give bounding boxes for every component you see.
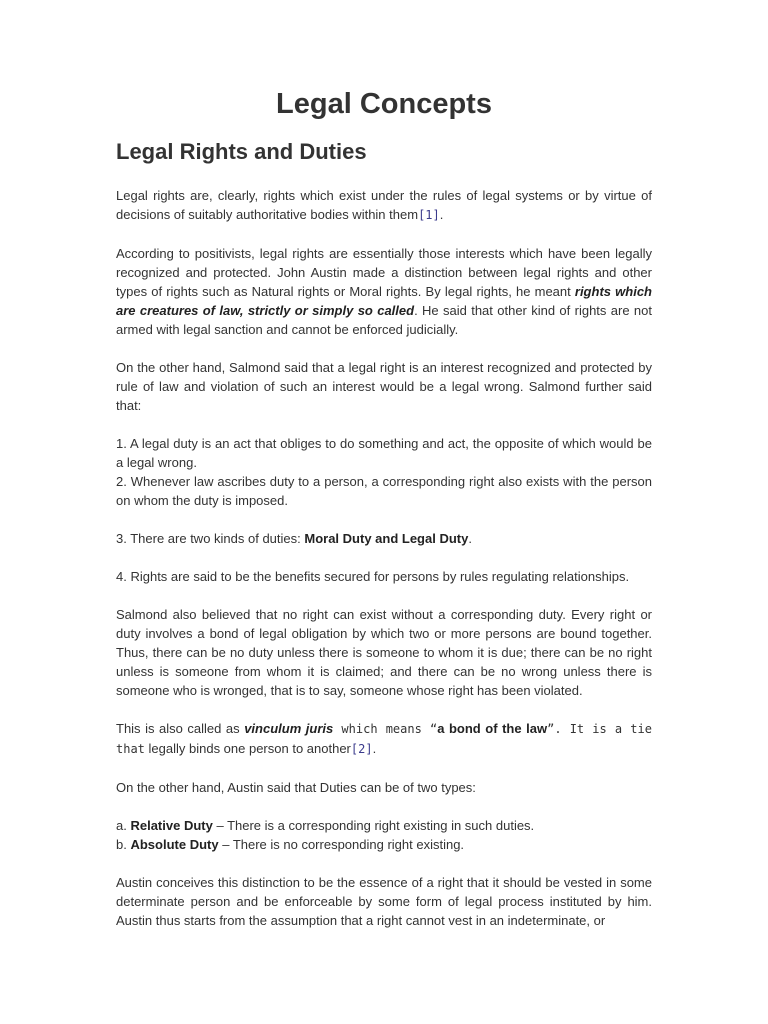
footnote-link-2[interactable]: [2] (350, 742, 373, 756)
paragraph-2: According to positivists, legal rights are essentially those interests which have been legally recognized and protected. John Austin made a distinction between legal rights and other types of rights such as Natural rights or Moral rights. By legal rights, he meant rights which are creatures of law, strictly or simply so called. He said that other kind of rights are not armed with legal sanction and cannot be enforced judicially. (116, 246, 652, 337)
page-title: Legal Concepts (276, 88, 492, 120)
list-item: 4. Rights are said to be the benefits secured for persons by rules regulating relationships. (116, 569, 630, 584)
paragraph-7: Austin conceives this distinction to be the essence of a right that it should be vested in some determinate person and be enforceable by some form of legal process instituted by him. Austin thus starts from the assumption that a right cannot vest in an indeterminate, or (116, 875, 652, 928)
list-item: a. Relative Duty – There is a corresponding right existing in such duties. (116, 818, 535, 833)
footnote-link-1[interactable]: [1] (418, 208, 440, 222)
section-heading: Legal Rights and Duties (116, 139, 367, 164)
paragraph-5: This is also called as vinculum juris which means “a bond of the law”. It is a tie that legally binds one person to another[2]. (116, 721, 652, 756)
list-item: 1. A legal duty is an act that obliges to do something and act, the opposite of which would be a legal wrong. (116, 436, 652, 470)
list-item: b. Absolute Duty – There is no corresponding right existing. (116, 837, 465, 852)
document-body (116, 186, 652, 949)
paragraph-3: On the other hand, Salmond said that a legal right is an interest recognized and protected by rule of law and violation of such an interest would be a legal wrong. Salmond further said that: (116, 360, 652, 413)
list-item: 3. There are two kinds of duties: Moral Duty and Legal Duty. (116, 531, 472, 546)
list-item: 2. Whenever law ascribes duty to a person, a corresponding right also exists with the person on whom the duty is imposed. (116, 474, 652, 508)
paragraph-1: Legal rights are, clearly, rights which exist under the rules of legal systems or by virtue of decisions of suitably authoritative bodies within them[1]. (116, 188, 652, 222)
paragraph-4: Salmond also believed that no right can exist without a corresponding duty. Every right or duty involves a bond of legal obligation by which two or more persons are bound together. Thus, there can be no duty unless there is someone to whom it is due; there can be no right unless is someone from whom it is claimed; and there can be no wrong unless there is someone who is wronged, that is to say, someone whose right has been violated. (116, 607, 652, 698)
emphasis-text: rights which are creatures of law, strictly or simply so called (116, 284, 652, 318)
emphasis-text: vinculum juris (244, 721, 334, 736)
paragraph-6: On the other hand, Austin said that Duties can be of two types: (116, 780, 476, 795)
